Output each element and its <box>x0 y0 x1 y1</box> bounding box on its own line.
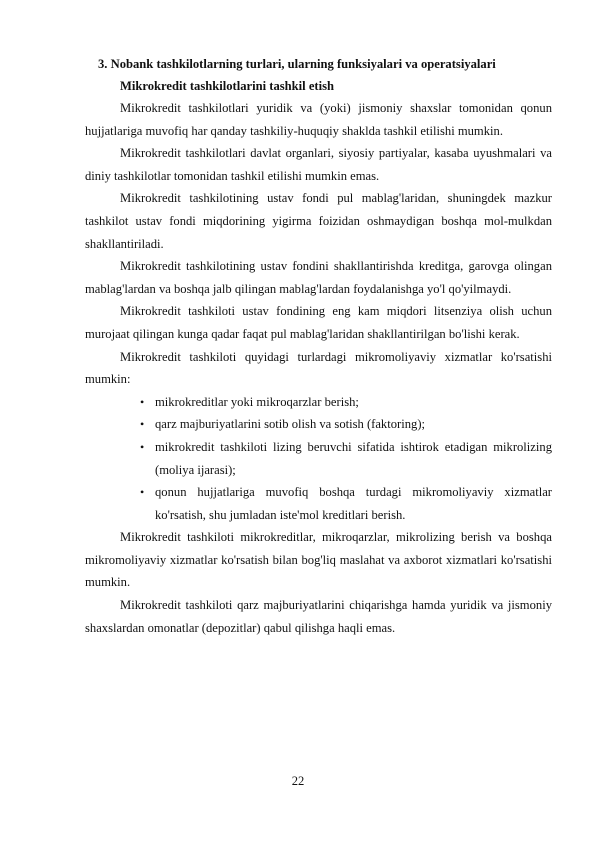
list-item-text: mikrokredit tashkiloti lizing beruvchi sifatida ishtirok etadigan mikrolizing (moliya ijarasi); <box>155 439 552 477</box>
paragraph: Mikrokredit tashkilotlari davlat organlari, siyosiy partiyalar, kasaba uyushmalari va diniy tashkilotlar tomonidan tashkil etilishi mumkin emas. <box>85 146 552 183</box>
services-list <box>85 391 552 527</box>
list-item <box>85 481 552 526</box>
list-item-text: mikrokreditlar yoki mikroqarzlar berish; <box>155 394 359 409</box>
bullet-icon: • <box>140 439 145 454</box>
paragraph: Mikrokredit tashkilotining ustav fondi pul mablag'laridan, shuningdek mazkur tashkilot ustav fondi miqdorining yigirma foizidan oshmaydigan boshqa mol-mulkdan shakllantiriladi. <box>85 191 552 251</box>
paragraph: Mikrokredit tashkiloti mikrokreditlar, mikroqarzlar, mikrolizing berish va boshqa mikromoliyaviy xizmatlar ko'rsatish bilan bog'liq maslahat va axborot xizmatlari ko'rsatishi mumkin. <box>85 530 552 590</box>
paragraph: Mikrokredit tashkilotining ustav fondini shakllantirishda kreditga, garovga olingan mablag'lardan va boshqa jalb qilingan mablag'lardan foydalanishga yo'l qo'yilmaydi. <box>85 259 552 296</box>
bullet-icon: • <box>140 485 145 500</box>
list-item <box>85 436 552 481</box>
page-number: 22 <box>291 774 305 788</box>
bullet-icon: • <box>140 417 145 432</box>
list-item-text: qarz majburiyatlarini sotib olish va sotish (faktoring); <box>155 417 426 432</box>
list-item <box>85 391 552 414</box>
list-item-text: qonun hujjatlariga muvofiq boshqa turdagi mikromoliyaviy xizmatlar ko'rsatish, shu jumladan iste'mol kreditlari berish. <box>155 485 552 522</box>
bullet-icon: • <box>140 394 145 409</box>
paragraph: Mikrokredit tashkiloti quyidagi turlardagi mikromoliyaviy xizmatlar ko'rsatishi mumkin: <box>85 349 552 387</box>
section-title: 3. Nobank tashkilotlarning turlari, ularning funksiyalari va operatsiyalari <box>98 57 496 71</box>
paragraph: Mikrokredit tashkilotlari yuridik va (yoki) jismoniy shaxslar tomonidan qonun hujjatlariga muvofiq har qanday tashkiliy-huquqiy shaklda tashkil etilishi mumkin. <box>85 101 552 138</box>
paragraph: Mikrokredit tashkiloti ustav fondining eng kam miqdori litsenziya olish uchun murojaat qilingan kunga qadar faqat pul mablag'laridan shakllantirilgan bo'lishi kerak. <box>85 304 552 341</box>
list-item <box>85 413 552 436</box>
subsection-title: Mikrokredit tashkilotlarini tashkil etish <box>120 79 335 93</box>
page-content <box>85 53 552 639</box>
paragraph: Mikrokredit tashkiloti qarz majburiyatlarini chiqarishga hamda yuridik va jismoniy shaxslardan omonatlar (depozitlar) qabul qilishga haqli emas. <box>85 598 552 635</box>
